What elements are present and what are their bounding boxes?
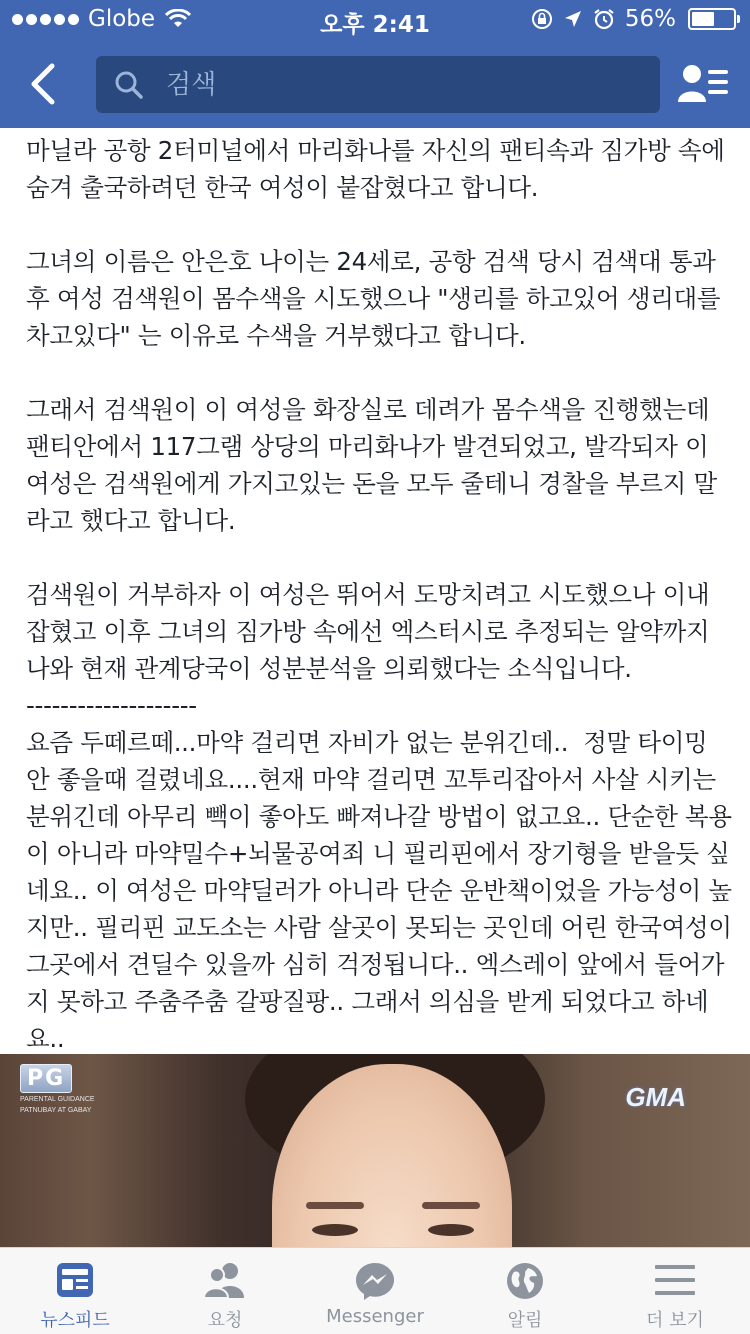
gma-network-logo: GMA bbox=[625, 1082, 686, 1112]
photo-eye bbox=[428, 1224, 474, 1236]
status-bar bbox=[0, 0, 750, 40]
tab-label: 알림 bbox=[507, 1310, 543, 1331]
tab-label: 뉴스피드 bbox=[40, 1310, 110, 1331]
tab-requests[interactable] bbox=[150, 1248, 300, 1334]
video-thumbnail[interactable] bbox=[0, 1054, 750, 1247]
photo-brow bbox=[306, 1202, 364, 1209]
post-paragraph: 마닐라 공항 2터미널에서 마리화나를 자신의 팬티속과 짐가방 속에 숨겨 출국하려던 한국 여성이 붙잡혔다고 합니다. bbox=[26, 136, 733, 202]
text-divider: -------------------- bbox=[26, 691, 197, 720]
status-right bbox=[531, 6, 736, 32]
alarm-clock-icon bbox=[593, 8, 615, 30]
orientation-lock-icon bbox=[531, 8, 553, 30]
post-paragraph: 그녀의 이름은 안은호 나이는 24세로, 공항 검색 당시 검색대 통과후 여성 검색원이 몸수색을 시도했으나 "생리를 하고있어 생리대를 차고있다" 는 이유로 수색을 거부했다고 합니다. bbox=[26, 247, 728, 350]
back-chevron-icon[interactable] bbox=[22, 60, 66, 108]
tab-notifications[interactable] bbox=[450, 1248, 600, 1334]
post-comment-paragraph: 요즘 두떼르떼...마약 걸리면 자비가 없는 분위긴데.. 정말 타이밍 안 좋을때 걸렸네요....현재 마약 걸리면 꼬투리잡아서 사살 시키는 분위긴데 아무리 빽이 좋아도 빠져나갈 방법이 없고요.. 단순한 복용이 아니라 마약밀수+뇌물공여죄 니 필리핀에서 장기형을 받을듯 싶네요.. 이 여성은 마약딜러가 아니라 단순 운반책이었을 가능성이 높지만.. 필리핀 교도소는 사람 살곳이 못되는 곳인데 어린 한국여성이 그곳에서 견딜수 있을까 심히 걱정됩니다.. 엑스레이 앞에서 들어가지 못하고 주춤주춤 갈팡질팡.. 그래서 의심을 받게 되었다고 하네요.. bbox=[26, 728, 740, 1053]
pg-badge: PG bbox=[20, 1064, 72, 1093]
post-text bbox=[26, 132, 740, 1057]
status-time: 오후 2:41 bbox=[320, 12, 430, 38]
battery-fill bbox=[692, 12, 714, 26]
carrier-name: Globe bbox=[88, 6, 156, 32]
tab-more[interactable] bbox=[600, 1248, 750, 1334]
tab-messenger[interactable] bbox=[300, 1248, 450, 1334]
friend-requests-list-icon[interactable] bbox=[678, 62, 730, 106]
photo-brow bbox=[422, 1202, 480, 1209]
friend-requests-icon bbox=[202, 1260, 248, 1300]
more-menu-icon bbox=[654, 1260, 696, 1300]
notifications-globe-icon bbox=[504, 1260, 546, 1302]
tab-bar bbox=[0, 1247, 750, 1334]
pg-rating-logo bbox=[20, 1064, 95, 1115]
top-bar bbox=[0, 0, 750, 128]
battery-icon bbox=[688, 8, 736, 30]
tab-newsfeed[interactable] bbox=[0, 1248, 150, 1334]
pg-caption-line: PARENTAL GUIDANCE bbox=[20, 1096, 95, 1103]
tab-label: 요청 bbox=[207, 1310, 243, 1331]
nav-bar bbox=[0, 40, 750, 128]
location-arrow-icon bbox=[563, 9, 583, 29]
photo-eye bbox=[312, 1224, 358, 1236]
tab-label: Messenger bbox=[326, 1306, 424, 1327]
tab-label: 더 보기 bbox=[646, 1310, 704, 1331]
search-icon bbox=[114, 70, 144, 100]
search-input[interactable] bbox=[166, 56, 636, 113]
messenger-icon bbox=[354, 1260, 396, 1302]
post-paragraph: 검색원이 거부하자 이 여성은 뛰어서 도망치려고 시도했으나 이내 잡혔고 이후 그녀의 짐가방 속에선 엑스터시로 추정되는 알약까지 나와 현재 관계당국이 성분분석을 의뢰했다는 소식입니다. bbox=[26, 580, 717, 683]
post-paragraph: 그래서 검색원이 이 여성을 화장실로 데려가 몸수색을 진행했는데 팬티안에서 117그램 상당의 마리화나가 발견되었고, 발각되자 이 여성은 검색원에게 가지고있는 돈을 모두 줄테니 경찰을 부르지 말라고 했다고 합니다. bbox=[26, 395, 717, 535]
battery-percent: 56% bbox=[624, 6, 676, 32]
pg-caption-line: PATNUBAY AT GABAY bbox=[20, 1107, 92, 1114]
newsfeed-icon bbox=[55, 1260, 95, 1300]
search-bar[interactable] bbox=[96, 56, 660, 113]
